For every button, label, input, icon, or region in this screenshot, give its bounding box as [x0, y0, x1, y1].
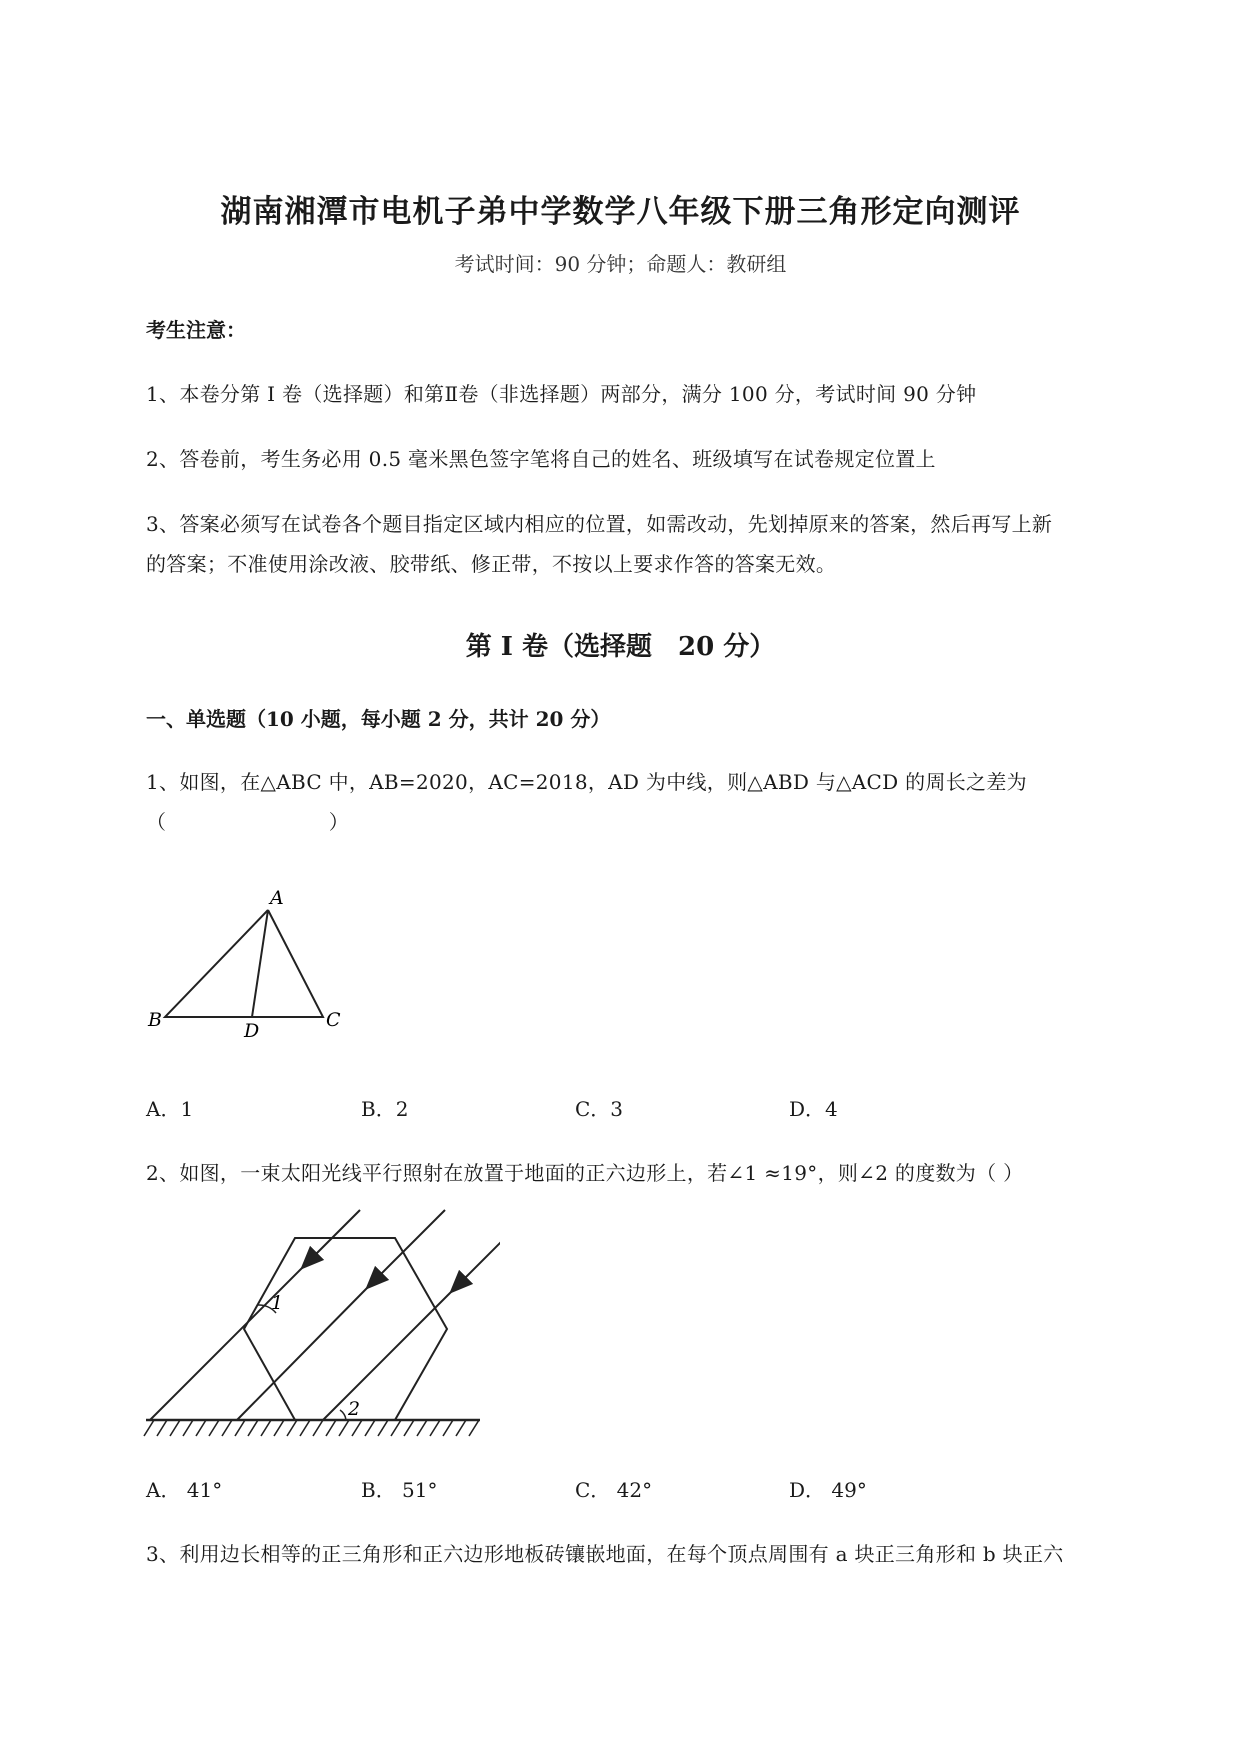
q1-option-d[interactable]: D．4 [789, 1097, 838, 1121]
q1-option-a[interactable]: A．1 [146, 1097, 194, 1121]
angle-1-label: 1 [271, 1292, 284, 1314]
notice-item: 1、本卷分第 I 卷（选择题）和第Ⅱ卷（非选择题）两部分，满分 100 分，考试时间 90 分钟 [146, 382, 977, 406]
median-ad [252, 910, 268, 1017]
exam-info: 考试时间：90 分钟；命题人：教研组 [454, 252, 787, 276]
vertex-c-label: C [326, 1009, 341, 1031]
vertex-b-label: B [148, 1009, 162, 1031]
light-ray-2 [368, 1210, 445, 1287]
angle-2-arc [340, 1410, 346, 1420]
section-subheading: 一、单选题（10 小题，每小题 2 分，共计 20 分） [146, 707, 611, 731]
angle-2-label: 2 [348, 1398, 361, 1420]
vertex-a-label: A [270, 887, 284, 909]
triangle-abc-figure [140, 880, 360, 1040]
section-title: 第 I 卷（选择题 20 分） [465, 632, 776, 662]
question-3-text: 3、利用边长相等的正三角形和正六边形地板砖镶嵌地面，在每个顶点周围有 a 块正三角形和 b 块正六 [146, 1542, 1064, 1566]
regular-hexagon [244, 1238, 447, 1420]
q2-option-b[interactable]: B． 51° [361, 1478, 438, 1502]
q1-option-c[interactable]: C．3 [575, 1097, 624, 1121]
q2-option-d[interactable]: D． 49° [789, 1478, 867, 1502]
ground-hatching [144, 1420, 479, 1436]
question-1-blank: （ ） [146, 810, 349, 834]
point-d-label: D [244, 1020, 260, 1040]
q2-option-c[interactable]: C． 42° [575, 1478, 653, 1502]
notice-item: 2、答卷前，考生务必用 0.5 毫米黑色签字笔将自己的姓名、班级填写在试卷规定位置上 [146, 447, 936, 471]
light-ray-1-extension [150, 1267, 303, 1420]
notice-item: 3、答案必须写在试卷各个题目指定区域内相应的位置，如需改动，先划掉原来的答案，然后再写上新 [146, 512, 1053, 536]
question-1-text: 1、如图，在△ABC 中，AB=2020，AC=2018，AD 为中线，则△ABD 与△ACD 的周长之差为 [146, 770, 1027, 794]
q2-option-a[interactable]: A． 41° [146, 1478, 223, 1502]
q1-option-b[interactable]: B．2 [361, 1097, 409, 1121]
triangle-abc [165, 910, 323, 1017]
notice-heading: 考生注意： [146, 318, 246, 342]
page-title: 湖南湘潭市电机子弟中学数学八年级下册三角形定向测评 [220, 194, 1021, 230]
notice-item: 的答案；不准使用涂改液、胶带纸、修正带，不按以上要求作答的答案无效。 [146, 552, 837, 576]
question-2-text: 2、如图，一束太阳光线平行照射在放置于地面的正六边形上，若∠1 ≈19°，则∠2 的度数为（ ） [146, 1161, 1024, 1185]
hexagon-sunlight-figure [140, 1205, 500, 1445]
light-ray-3 [452, 1210, 500, 1291]
